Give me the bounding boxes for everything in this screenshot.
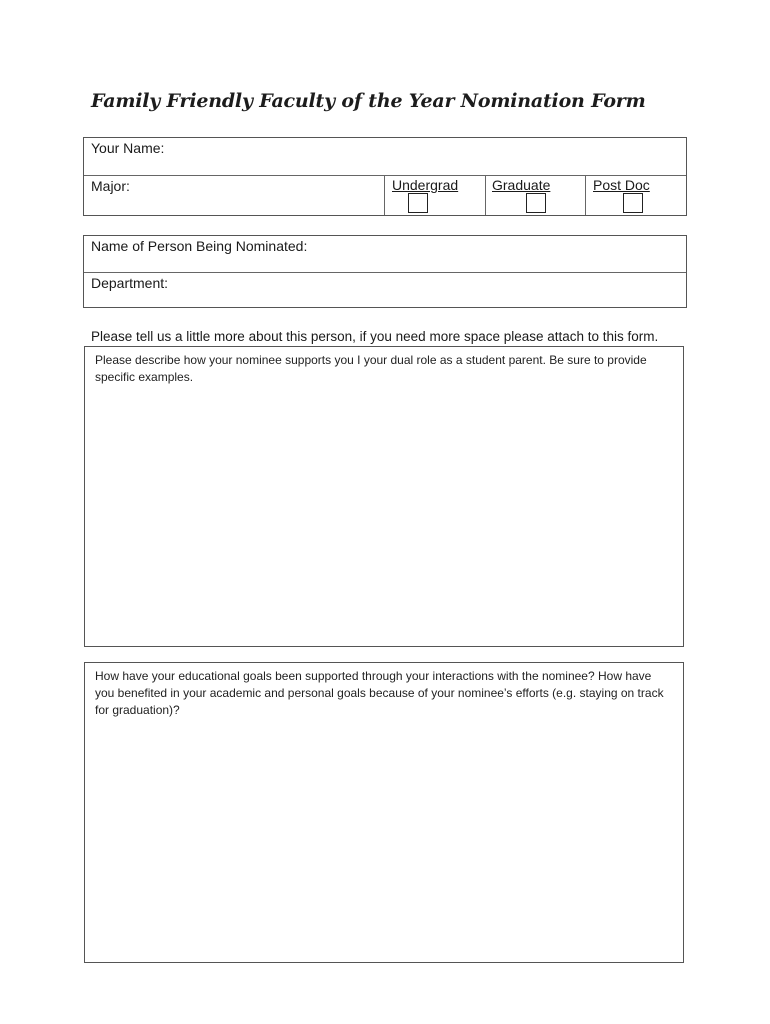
your-name-label: Your Name: [91, 140, 165, 156]
graduate-cell-border [485, 176, 486, 215]
postdoc-checkbox[interactable] [623, 193, 643, 213]
question1-prompt: Please describe how your nominee supports you I your dual role as a student parent. Be sure to provide specific examples. [95, 353, 647, 384]
nominee-name-label: Name of Person Being Nominated: [91, 238, 308, 254]
postdoc-cell-border [585, 176, 586, 215]
department-label: Department: [91, 275, 169, 291]
form-title: Family Friendly Faculty of the Year Nomination Form [91, 90, 646, 112]
nominee-info-divider [84, 272, 686, 273]
question2-prompt: How have your educational goals been supported through your interactions with the nominee? How have you benefited in your academic and personal goals because of your nominee’s efforts (e.g. staying on track for graduation)? [95, 669, 664, 717]
graduate-label: Graduate [492, 177, 551, 193]
major-label: Major: [91, 178, 130, 194]
student-info-divider [84, 175, 686, 176]
nominee-name-input[interactable] [315, 238, 681, 260]
undergrad-checkbox[interactable] [408, 193, 428, 213]
postdoc-label: Post Doc [593, 177, 650, 193]
major-input[interactable] [140, 180, 379, 202]
undergrad-label: Undergrad [392, 177, 459, 193]
graduate-checkbox[interactable] [526, 193, 546, 213]
question2-answer[interactable] [92, 726, 680, 958]
question1-answer[interactable] [92, 392, 680, 641]
more-info-instruction: Please tell us a little more about this person, if you need more space please attach to this form. [91, 329, 659, 344]
department-input[interactable] [180, 276, 681, 298]
your-name-input[interactable] [172, 140, 681, 162]
undergrad-cell-border [384, 176, 385, 215]
